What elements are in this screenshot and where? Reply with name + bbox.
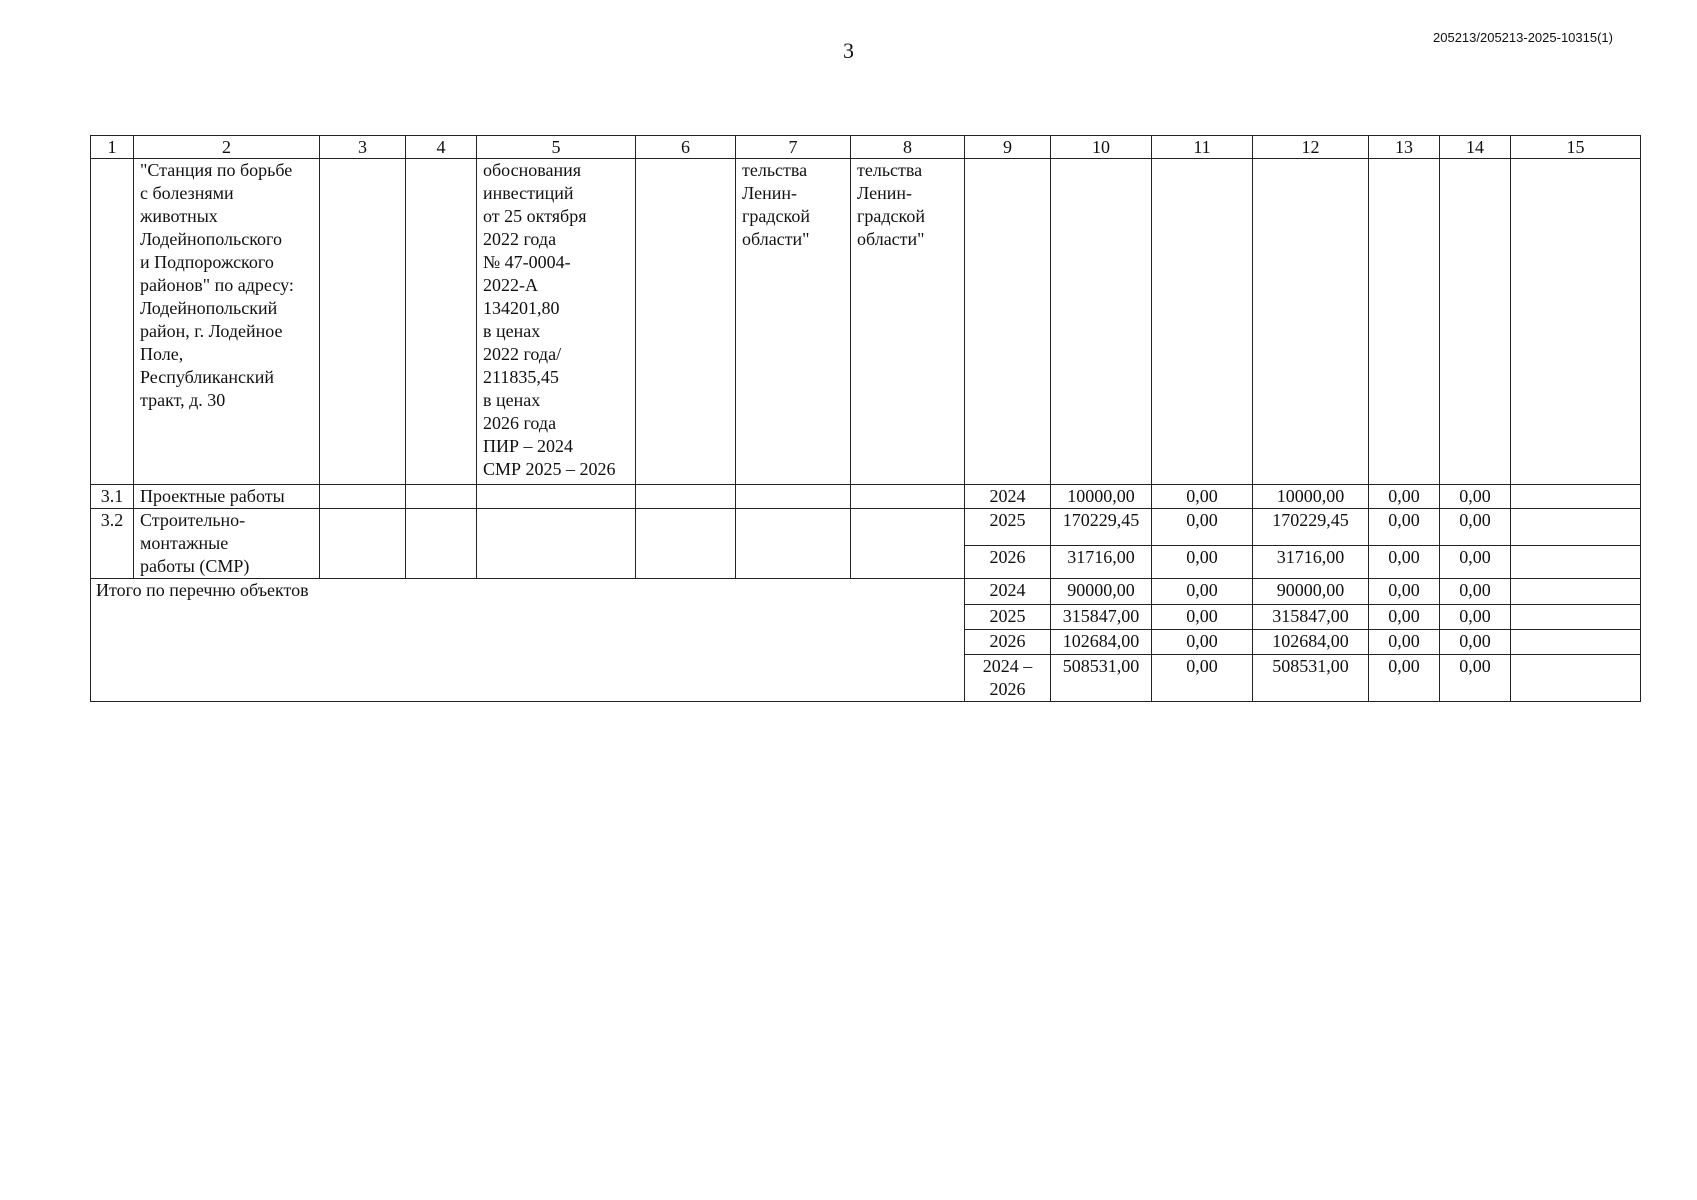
column-number: 4 xyxy=(406,136,477,159)
value-cell: 170229,45 xyxy=(1051,509,1152,546)
object-list-table xyxy=(90,135,1641,702)
value-cell: 0,00 xyxy=(1369,485,1440,509)
value-cell: 0,00 xyxy=(1440,655,1511,702)
value-cell: 508531,00 xyxy=(1253,655,1369,702)
column-numbers-row xyxy=(91,136,1641,159)
column-number: 3 xyxy=(320,136,406,159)
value-cell: 31716,00 xyxy=(1253,545,1369,578)
year-cell: 2026 xyxy=(965,545,1051,578)
value-cell: 102684,00 xyxy=(1253,630,1369,655)
column-number: 6 xyxy=(636,136,736,159)
row-number: 3.1 xyxy=(91,485,134,509)
year-cell: 2025 xyxy=(965,605,1051,630)
value-cell: 315847,00 xyxy=(1051,605,1152,630)
value-cell: 0,00 xyxy=(1152,655,1253,702)
page-number: 3 xyxy=(843,38,854,63)
column-number: 7 xyxy=(736,136,851,159)
value-cell: 0,00 xyxy=(1152,605,1253,630)
value-cell: 0,00 xyxy=(1440,605,1511,630)
value-cell: 0,00 xyxy=(1369,605,1440,630)
value-cell: 0,00 xyxy=(1440,485,1511,509)
table-row xyxy=(91,485,1641,509)
column-8-cell: тельства Ленин- градской области" xyxy=(851,159,965,485)
value-cell: 508531,00 xyxy=(1051,655,1152,702)
value-cell: 10000,00 xyxy=(1051,485,1152,509)
value-cell: 315847,00 xyxy=(1253,605,1369,630)
value-cell: 10000,00 xyxy=(1253,485,1369,509)
column-number: 9 xyxy=(965,136,1051,159)
value-cell: 0,00 xyxy=(1440,579,1511,605)
value-cell: 170229,45 xyxy=(1253,509,1369,546)
total-row xyxy=(91,579,1641,605)
value-cell: 0,00 xyxy=(1369,579,1440,605)
year-range-cell: 2024 – 2026 xyxy=(965,655,1051,702)
object-row xyxy=(91,159,1641,485)
value-cell: 90000,00 xyxy=(1051,579,1152,605)
value-cell: 0,00 xyxy=(1369,630,1440,655)
table-row xyxy=(91,509,1641,546)
value-cell: 0,00 xyxy=(1369,509,1440,546)
value-cell: 0,00 xyxy=(1369,655,1440,702)
column-7-cell: тельства Ленин- градской области" xyxy=(736,159,851,485)
value-cell: 0,00 xyxy=(1152,509,1253,546)
row-number: 3.2 xyxy=(91,509,134,579)
value-cell: 0,00 xyxy=(1152,630,1253,655)
value-cell: 0,00 xyxy=(1369,545,1440,578)
column-number: 10 xyxy=(1051,136,1152,159)
row-name: Строительно- монтажные работы (СМР) xyxy=(134,509,320,579)
column-number: 13 xyxy=(1369,136,1440,159)
value-cell: 0,00 xyxy=(1440,509,1511,546)
year-cell: 2024 xyxy=(965,485,1051,509)
value-cell: 102684,00 xyxy=(1051,630,1152,655)
column-number: 8 xyxy=(851,136,965,159)
row-name: Проектные работы xyxy=(134,485,320,509)
column-number: 11 xyxy=(1152,136,1253,159)
value-cell: 0,00 xyxy=(1440,545,1511,578)
value-cell: 0,00 xyxy=(1152,545,1253,578)
column-number: 1 xyxy=(91,136,134,159)
value-cell: 0,00 xyxy=(1440,630,1511,655)
value-cell: 0,00 xyxy=(1152,485,1253,509)
column-number: 15 xyxy=(1511,136,1641,159)
column-number: 2 xyxy=(134,136,320,159)
value-cell: 90000,00 xyxy=(1253,579,1369,605)
year-cell: 2024 xyxy=(965,579,1051,605)
column-number: 12 xyxy=(1253,136,1369,159)
document-code: 205213/205213-2025-10315(1) xyxy=(1433,30,1613,45)
total-label: Итого по перечню объектов xyxy=(91,579,965,702)
object-name-cell: "Станция по борьбе с болезнями животных Лодейнопольского и Подпорожского районов" по адресу: Лодейнопольский район, г. Лодейное Поле, Республиканский тракт, д. 30 xyxy=(134,159,320,485)
value-cell: 31716,00 xyxy=(1051,545,1152,578)
year-cell: 2026 xyxy=(965,630,1051,655)
value-cell: 0,00 xyxy=(1152,579,1253,605)
investment-justification-cell: обоснования инвестиций от 25 октября 2022 года № 47-0004- 2022-А 134201,80 в ценах 2022 года/ 211835,45 в ценах 2026 года ПИР – 2024 СМР 2025 – 2026 xyxy=(477,159,636,485)
year-cell: 2025 xyxy=(965,509,1051,546)
column-number: 5 xyxy=(477,136,636,159)
column-number: 14 xyxy=(1440,136,1511,159)
